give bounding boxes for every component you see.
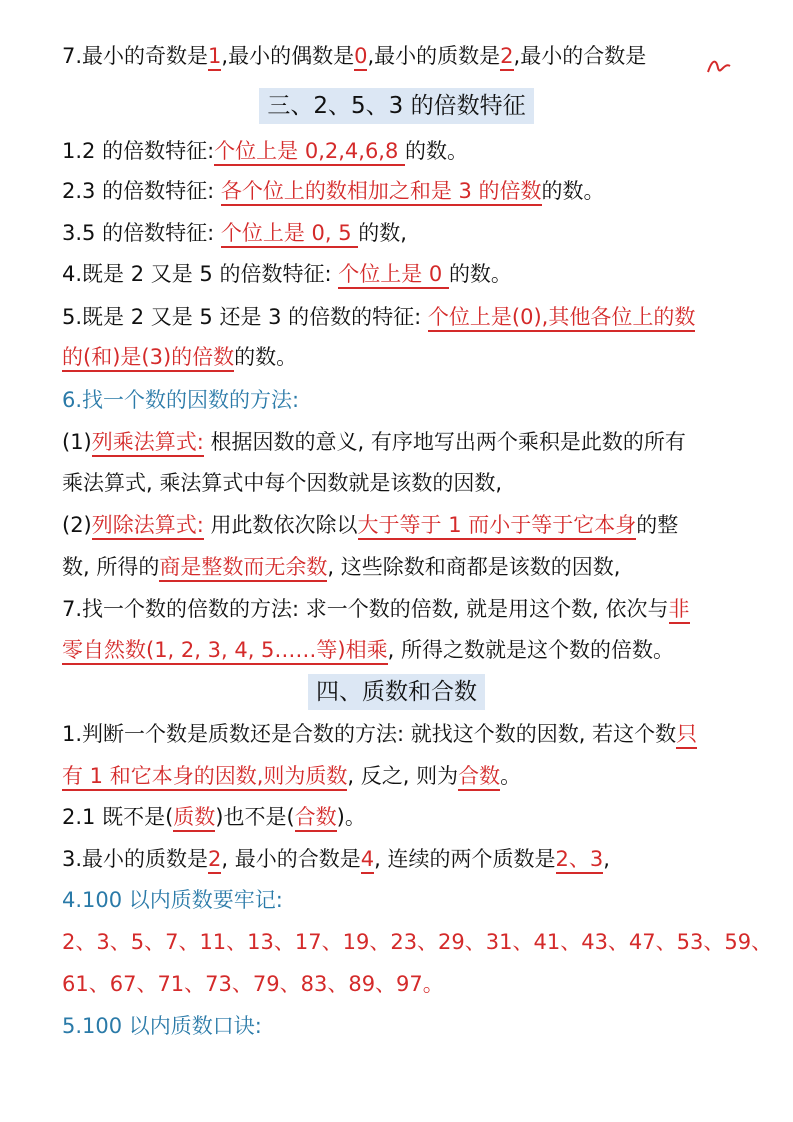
section-heading-primes: 四、质数和合数	[0, 674, 793, 710]
line-prime-judgement-cont: 有 1 和它本身的因数,则为质数, 反之, 则为合数。	[62, 762, 742, 790]
line-smallest-prime-composite: 3.最小的质数是2, 最小的合数是4, 连续的两个质数是2、3,	[62, 845, 742, 873]
line-smallest-numbers: 7.最小的奇数是1,最小的偶数是0,最小的质数是2,最小的合数是	[62, 42, 742, 70]
line-factor-method-1: (1)列乘法算式: 根据因数的意义, 有序地写出两个乘积是此数的所有	[62, 428, 742, 456]
line-find-multiples-cont: 零自然数(1, 2, 3, 4, 5……等)相乘, 所得之数就是这个数的倍数。	[62, 636, 742, 664]
answer-even: 0	[354, 44, 367, 71]
line-one-neither: 2.1 既不是(质数)也不是(合数)。	[62, 803, 742, 831]
answer-prime: 2	[500, 44, 513, 71]
line-primes-list-1: 2、3、5、7、11、13、17、19、23、29、31、41、43、47、53、59、	[62, 930, 773, 954]
line-find-multiples: 7.找一个数的倍数的方法: 求一个数的倍数, 就是用这个数, 依次与非	[62, 595, 742, 623]
line-find-factors-title: 6.找一个数的因数的方法:	[62, 388, 300, 412]
handwritten-mark-icon	[704, 54, 734, 78]
line-multiple-of-2: 1.2 的倍数特征:个位上是 0,2,4,6,8 的数。	[62, 137, 742, 165]
line-primes-rhyme-title: 5.100 以内质数口诀:	[62, 1014, 262, 1038]
line-multiple-of-2-5-3: 5.既是 2 又是 5 还是 3 的倍数的特征: 个位上是(0),其他各位上的数	[62, 303, 742, 331]
line-multiple-of-5: 3.5 的倍数特征: 个位上是 0, 5 的数,	[62, 219, 742, 247]
line-factor-method-1-cont: 乘法算式, 乘法算式中每个因数就是该数的因数,	[62, 471, 503, 495]
answer-odd: 1	[208, 44, 221, 71]
line-primes-title: 4.100 以内质数要牢记:	[62, 888, 283, 912]
section-heading-multiples: 三、2、5、3 的倍数特征	[0, 88, 793, 124]
line-multiple-of-3: 2.3 的倍数特征: 各个位上的数相加之和是 3 的倍数的数。	[62, 177, 742, 205]
line-multiple-of-2-5-3-cont: 的(和)是(3)的倍数的数。	[62, 343, 742, 371]
line-factor-method-2-cont: 数, 所得的商是整数而无余数, 这些除数和商都是该数的因数,	[62, 553, 742, 581]
line-primes-list-2: 61、67、71、73、79、83、89、97。	[62, 972, 444, 996]
line-factor-method-2: (2)列除法算式: 用此数依次除以大于等于 1 而小于等于它本身的整	[62, 511, 742, 539]
line-prime-judgement: 1.判断一个数是质数还是合数的方法: 就找这个数的因数, 若这个数只	[62, 720, 742, 748]
line-multiple-of-2-and-5: 4.既是 2 又是 5 的倍数特征: 个位上是 0 的数。	[62, 260, 742, 288]
